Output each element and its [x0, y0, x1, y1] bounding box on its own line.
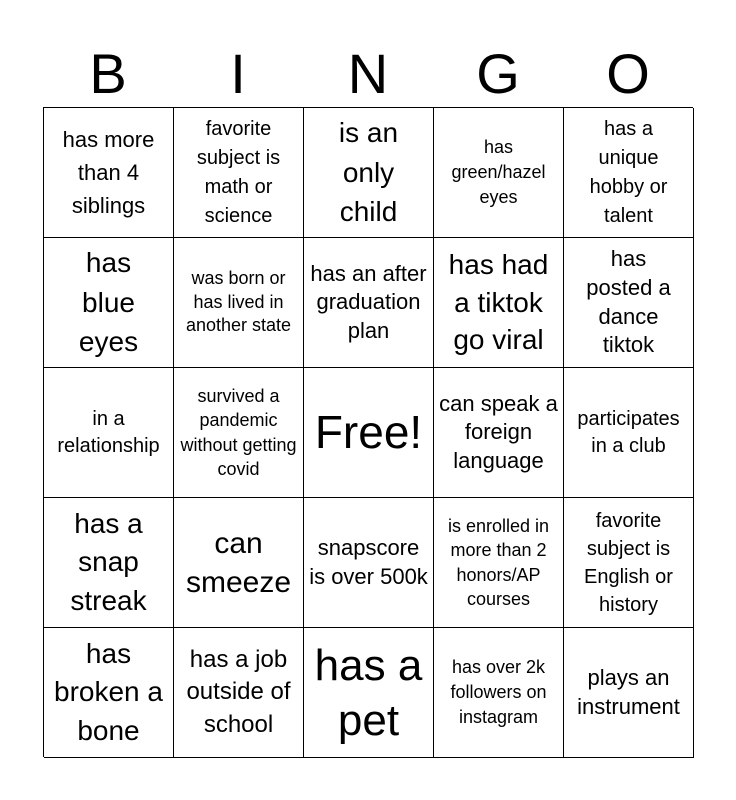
- bingo-cell-r2-c2: [174, 238, 304, 368]
- cell-text: favorite subject is English or history: [584, 509, 673, 616]
- bingo-cell-r4-c2: [174, 498, 304, 628]
- cell-text: favorite subject is math or science: [196, 117, 281, 227]
- cell-text: in a relationship: [57, 407, 160, 457]
- cell-text: has green/hazel eyes: [451, 137, 546, 207]
- bingo-cell-r4-c3: [304, 498, 434, 628]
- cell-text: can smeeze: [185, 526, 292, 599]
- cell-text: has broken a bone: [54, 637, 163, 746]
- bingo-header: [43, 40, 693, 108]
- header-letter-n: N: [347, 42, 389, 105]
- cell-text: has a pet: [314, 640, 423, 745]
- free-space-label: Free!: [314, 405, 423, 458]
- cell-text: has more than 4 siblings: [62, 127, 155, 218]
- bingo-cell-r3-c5: [564, 368, 694, 498]
- cell-text: has a snap streak: [70, 507, 147, 616]
- bingo-cell-r1-c1: [44, 108, 174, 238]
- cell-text: has posted a dance tiktok: [586, 246, 671, 358]
- bingo-cell-r4-c4: [434, 498, 564, 628]
- bingo-cell-r4-c1: [44, 498, 174, 628]
- bingo-cell-r1-c4: [434, 108, 564, 238]
- bingo-cell-r4-c5: [564, 498, 694, 628]
- bingo-cell-r3-c3: [304, 368, 434, 498]
- bingo-cell-r1-c3: [304, 108, 434, 238]
- header-letter-b: B: [89, 42, 127, 105]
- header-letter-o: O: [606, 42, 650, 105]
- cell-text: has over 2k followers on instagram: [450, 656, 547, 728]
- bingo-cell-r5-c2: [174, 628, 304, 758]
- bingo-cell-r2-c4: [434, 238, 564, 368]
- cell-text: snapscore is over 500k: [309, 534, 428, 589]
- cell-text: has a job outside of school: [186, 645, 291, 738]
- cell-text: has an after graduation plan: [310, 260, 427, 343]
- cell-text: participates in a club: [577, 407, 680, 457]
- bingo-cell-r5-c3: [304, 628, 434, 758]
- cell-text: is an only child: [338, 116, 399, 228]
- bingo-cell-r2-c3: [304, 238, 434, 368]
- cell-text: has blue eyes: [78, 246, 139, 358]
- bingo-cell-r3-c1: [44, 368, 174, 498]
- bingo-cell-r1-c5: [564, 108, 694, 238]
- bingo-cell-r3-c4: [434, 368, 564, 498]
- cell-text: is enrolled in more than 2 honors/AP courses: [447, 515, 550, 609]
- cell-text: plays an instrument: [577, 664, 680, 719]
- cell-text: was born or has lived in another state: [185, 268, 292, 336]
- bingo-cell-r5-c4: [434, 628, 564, 758]
- cell-text: has had a tiktok go viral: [448, 248, 549, 356]
- header-letter-g: G: [476, 42, 520, 105]
- cell-text: can speak a foreign language: [439, 390, 558, 473]
- bingo-cell-r3-c2: [174, 368, 304, 498]
- bingo-board: [43, 107, 693, 757]
- bingo-cell-r2-c1: [44, 238, 174, 368]
- bingo-cell-r5-c5: [564, 628, 694, 758]
- cell-text: has a unique hobby or talent: [589, 117, 668, 227]
- cell-text: survived a pandemic without getting covid: [180, 385, 297, 479]
- header-letter-i: I: [230, 42, 246, 105]
- bingo-cell-r5-c1: [44, 628, 174, 758]
- bingo-cell-r1-c2: [174, 108, 304, 238]
- bingo-cell-r2-c5: [564, 238, 694, 368]
